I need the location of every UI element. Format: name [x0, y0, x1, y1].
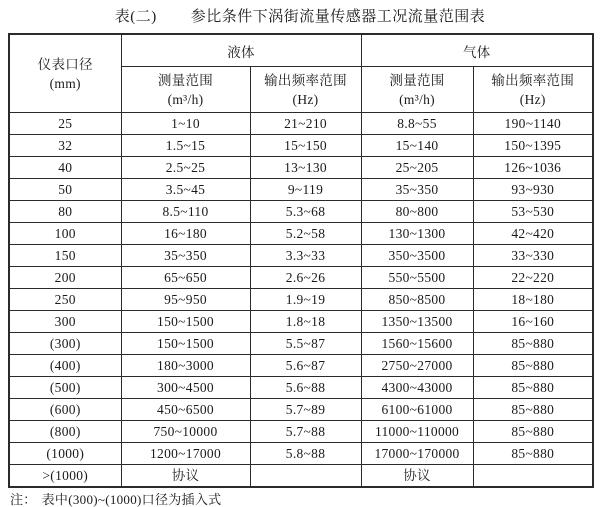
liquid-measure-cell: 750~10000 — [121, 421, 250, 443]
diameter-cell: >(1000) — [9, 465, 121, 488]
header-gas-measure-range — [361, 67, 473, 113]
liquid-freq-cell: 5.6~88 — [250, 377, 361, 399]
gas-measure-cell: 850~8500 — [361, 289, 473, 311]
gas-freq-cell: 18~180 — [473, 289, 593, 311]
gas-freq-cell: 85~880 — [473, 399, 593, 421]
table-title-number: 表(二) — [114, 9, 157, 25]
diameter-cell: (800) — [9, 421, 121, 443]
diameter-cell: (500) — [9, 377, 121, 399]
gas-measure-cell: 350~3500 — [361, 245, 473, 267]
freq-range-label: 输出频率范围 — [491, 72, 575, 88]
liquid-measure-cell: 16~180 — [121, 223, 250, 245]
footnote-label: 注： — [10, 492, 37, 507]
header-liquid-measure-range — [121, 67, 250, 113]
diameter-cell: 100 — [9, 223, 121, 245]
gas-measure-cell: 4300~43000 — [361, 377, 473, 399]
gas-freq-cell: 150~1395 — [473, 135, 593, 157]
liquid-freq-cell: 1.9~19 — [250, 289, 361, 311]
gas-measure-cell: 协议 — [361, 465, 473, 488]
liquid-freq-cell: 3.3~33 — [250, 245, 361, 267]
liquid-measure-cell: 3.5~45 — [121, 179, 250, 201]
liquid-measure-cell: 35~350 — [121, 245, 250, 267]
gas-freq-cell — [473, 465, 593, 488]
header-liquid-freq-range — [250, 67, 361, 113]
gas-freq-cell: 126~1036 — [473, 157, 593, 179]
gas-freq-cell: 85~880 — [473, 377, 593, 399]
liquid-measure-cell: 协议 — [121, 465, 250, 488]
freq-range-unit: (Hz) — [292, 91, 319, 107]
gas-measure-cell: 130~1300 — [361, 223, 473, 245]
table-row — [9, 399, 593, 421]
diameter-cell: 80 — [9, 201, 121, 223]
liquid-freq-cell: 5.3~68 — [250, 201, 361, 223]
gas-measure-cell: 80~800 — [361, 201, 473, 223]
liquid-measure-cell: 2.5~25 — [121, 157, 250, 179]
liquid-measure-cell: 300~4500 — [121, 377, 250, 399]
gas-measure-cell: 2750~27000 — [361, 355, 473, 377]
measure-range-label: 测量范围 — [157, 72, 214, 88]
diameter-cell: (1000) — [9, 443, 121, 465]
liquid-freq-cell: 13~130 — [250, 157, 361, 179]
liquid-measure-cell: 1~10 — [121, 113, 250, 135]
table-row — [9, 113, 593, 135]
table-row — [9, 223, 593, 245]
header-diameter — [9, 34, 121, 113]
liquid-freq-cell: 5.7~88 — [250, 421, 361, 443]
table-row — [9, 355, 593, 377]
gas-freq-cell: 85~880 — [473, 333, 593, 355]
gas-freq-cell: 22~220 — [473, 267, 593, 289]
table-row — [9, 311, 593, 333]
table-row — [9, 465, 593, 488]
liquid-measure-cell: 180~3000 — [121, 355, 250, 377]
gas-measure-cell: 15~140 — [361, 135, 473, 157]
liquid-freq-cell: 5.8~88 — [250, 443, 361, 465]
table-row — [9, 135, 593, 157]
liquid-measure-cell: 8.5~110 — [121, 201, 250, 223]
header-diameter-label: 仪表口径 — [37, 56, 93, 72]
gas-freq-cell: 85~880 — [473, 443, 593, 465]
gas-measure-cell: 1560~15600 — [361, 333, 473, 355]
table-row — [9, 201, 593, 223]
table-row — [9, 179, 593, 201]
header-gas: 气体 — [361, 34, 593, 67]
diameter-cell: (400) — [9, 355, 121, 377]
liquid-freq-cell: 2.6~26 — [250, 267, 361, 289]
diameter-cell: 50 — [9, 179, 121, 201]
liquid-freq-cell: 15~150 — [250, 135, 361, 157]
table-title-text: 参比条件下涡街流量传感器工况流量范围表 — [190, 9, 486, 25]
liquid-measure-cell: 95~950 — [121, 289, 250, 311]
diameter-cell: 300 — [9, 311, 121, 333]
gas-freq-cell: 33~330 — [473, 245, 593, 267]
table-row — [9, 377, 593, 399]
diameter-cell: 200 — [9, 267, 121, 289]
table-row — [9, 333, 593, 355]
header-liquid: 液体 — [121, 34, 361, 67]
gas-freq-cell: 53~530 — [473, 201, 593, 223]
table-row — [9, 245, 593, 267]
gas-measure-cell: 11000~110000 — [361, 421, 473, 443]
diameter-cell: 150 — [9, 245, 121, 267]
gas-measure-cell: 8.8~55 — [361, 113, 473, 135]
gas-measure-cell: 35~350 — [361, 179, 473, 201]
table-row — [9, 443, 593, 465]
header-diameter-unit: (mm) — [49, 75, 81, 91]
gas-freq-cell: 85~880 — [473, 355, 593, 377]
liquid-freq-cell: 21~210 — [250, 113, 361, 135]
liquid-freq-cell: 1.8~18 — [250, 311, 361, 333]
liquid-freq-cell: 5.6~87 — [250, 355, 361, 377]
liquid-freq-cell: 5.2~58 — [250, 223, 361, 245]
measure-range-label: 测量范围 — [389, 72, 445, 88]
diameter-cell: (300) — [9, 333, 121, 355]
table-body — [9, 113, 593, 488]
table-row — [9, 421, 593, 443]
gas-freq-cell: 85~880 — [473, 421, 593, 443]
liquid-freq-cell: 5.5~87 — [250, 333, 361, 355]
gas-measure-cell: 17000~170000 — [361, 443, 473, 465]
liquid-measure-cell: 150~1500 — [121, 311, 250, 333]
gas-freq-cell: 42~420 — [473, 223, 593, 245]
footnote — [10, 489, 221, 507]
diameter-cell: 40 — [9, 157, 121, 179]
gas-freq-cell: 190~1140 — [473, 113, 593, 135]
header-gas-freq-range — [473, 67, 593, 113]
liquid-measure-cell: 1.5~15 — [121, 135, 250, 157]
table-row — [9, 289, 593, 311]
measure-range-unit: (m³/h) — [167, 91, 204, 107]
freq-range-label: 输出频率范围 — [264, 72, 347, 88]
gas-freq-cell: 93~930 — [473, 179, 593, 201]
liquid-measure-cell: 65~650 — [121, 267, 250, 289]
gas-measure-cell: 6100~61000 — [361, 399, 473, 421]
diameter-cell: (600) — [9, 399, 121, 421]
liquid-freq-cell: 5.7~89 — [250, 399, 361, 421]
liquid-freq-cell: 9~119 — [250, 179, 361, 201]
gas-freq-cell: 16~160 — [473, 311, 593, 333]
measure-range-unit: (m³/h) — [399, 91, 435, 107]
liquid-measure-cell: 1200~17000 — [121, 443, 250, 465]
diameter-cell: 32 — [9, 135, 121, 157]
freq-range-unit: (Hz) — [519, 91, 546, 107]
gas-measure-cell: 25~205 — [361, 157, 473, 179]
table-title — [0, 5, 600, 26]
liquid-measure-cell: 150~1500 — [121, 333, 250, 355]
footnote-text: 表中(300)~(1000)口径为插入式 — [41, 492, 222, 507]
gas-measure-cell: 550~5500 — [361, 267, 473, 289]
gas-measure-cell: 1350~13500 — [361, 311, 473, 333]
liquid-measure-cell: 450~6500 — [121, 399, 250, 421]
table-row — [9, 267, 593, 289]
liquid-freq-cell — [250, 465, 361, 488]
flow-range-table — [8, 33, 594, 488]
diameter-cell: 25 — [9, 113, 121, 135]
table-row — [9, 157, 593, 179]
diameter-cell: 250 — [9, 289, 121, 311]
